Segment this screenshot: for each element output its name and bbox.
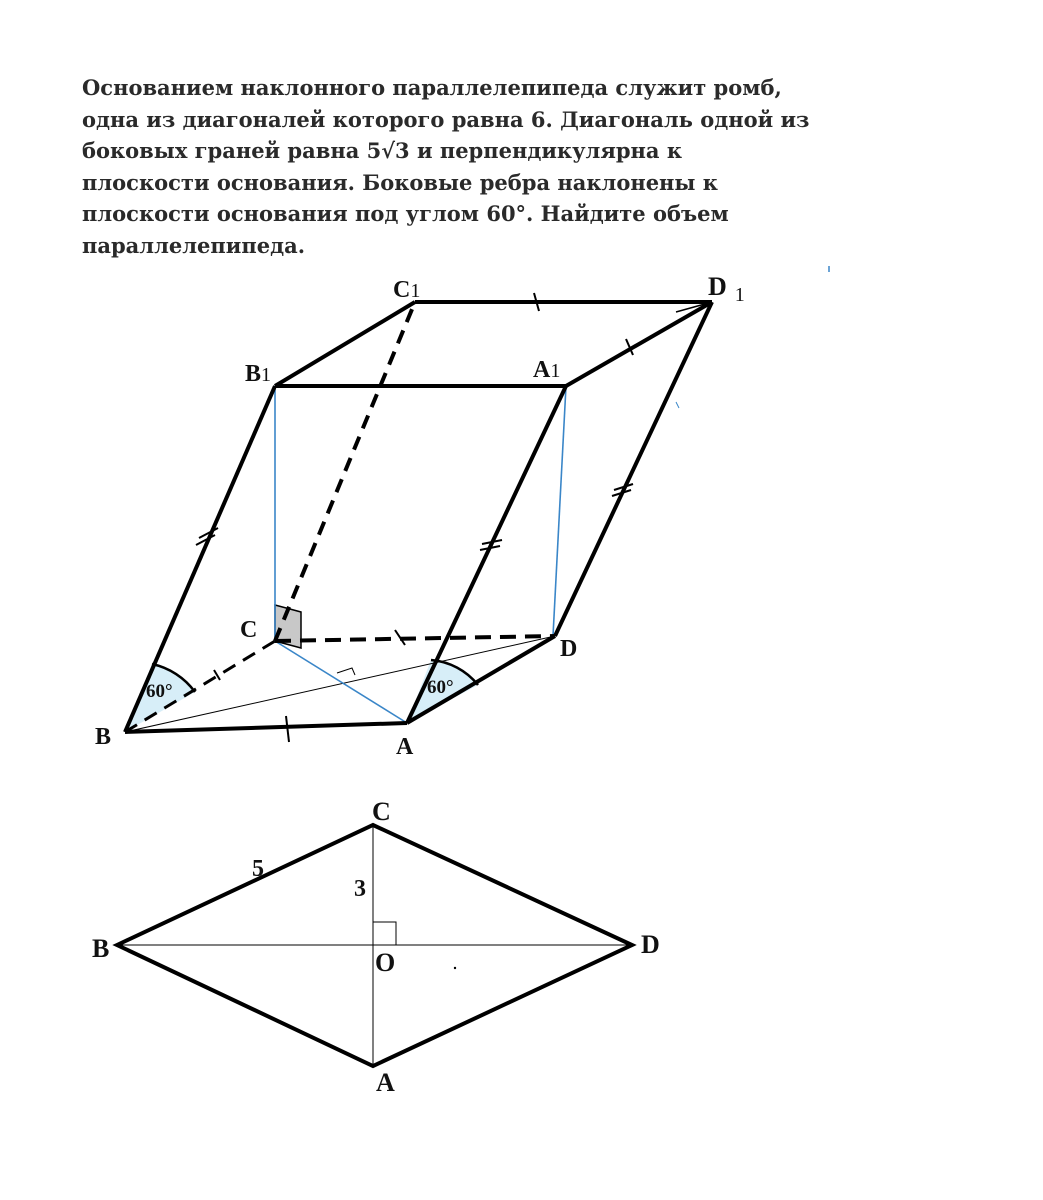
problem-line-6: параллелепипеда. [82, 232, 306, 258]
vertex-label-a1: A1 [533, 357, 561, 383]
problem-line-5: плоскости основания под углом 60°. Найдите объем [82, 201, 729, 226]
diagonal-right-angle-mark [337, 668, 355, 675]
vertex-label-d: D [560, 636, 578, 662]
rhombus-side-label: 5 [252, 856, 264, 882]
rhombus-diagram [92, 797, 660, 1097]
edge-d-d1 [555, 302, 712, 636]
edge-b-a [125, 723, 407, 732]
problem-line-4: плоскости основания. Боковые ребра наклонены к [82, 169, 718, 195]
vertex-label-b: B [95, 724, 112, 750]
parallelepiped [95, 266, 829, 760]
vertex-label-b1: B1 [245, 361, 272, 387]
edge-c-c1-hidden [275, 302, 415, 641]
edge-b1-c1 [275, 302, 415, 386]
vertex-label-c: C [240, 617, 258, 643]
problem-line-3: боковых граней равна 5√3 и перпендикулярна к [82, 138, 682, 163]
vertex-label-d1: D $_1$ [708, 272, 745, 306]
edge-c-d-hidden [275, 636, 555, 641]
problem-line-2: одна из диагоналей которого равна 6. Диагональ одной из [82, 106, 810, 132]
vertex-label-a: A [396, 734, 414, 760]
stray-dot [454, 967, 456, 969]
rhombus-label-c: C [372, 797, 391, 826]
rhombus-label-d: D [641, 930, 660, 959]
projection-line-c-a [275, 641, 407, 723]
tick-marks [196, 293, 633, 742]
edge-a-a1 [407, 386, 566, 723]
angle-label-b: 60° [146, 681, 173, 702]
rhombus-half-diagonal-label: 3 [354, 876, 366, 902]
altitude-a1 [553, 386, 566, 636]
problem-line-1: Основанием наклонного параллелепипеда служит ромб, [82, 75, 782, 100]
vertex-label-c1: C1 [393, 277, 421, 303]
rhombus-label-b: B [92, 934, 110, 963]
angle-label-a: 60° [427, 677, 454, 698]
rhombus-label-a: A [376, 1068, 395, 1097]
rhombus-label-o: O [375, 948, 396, 977]
rhombus-right-angle-mark [373, 922, 396, 945]
stray-mark-2 [676, 402, 679, 408]
